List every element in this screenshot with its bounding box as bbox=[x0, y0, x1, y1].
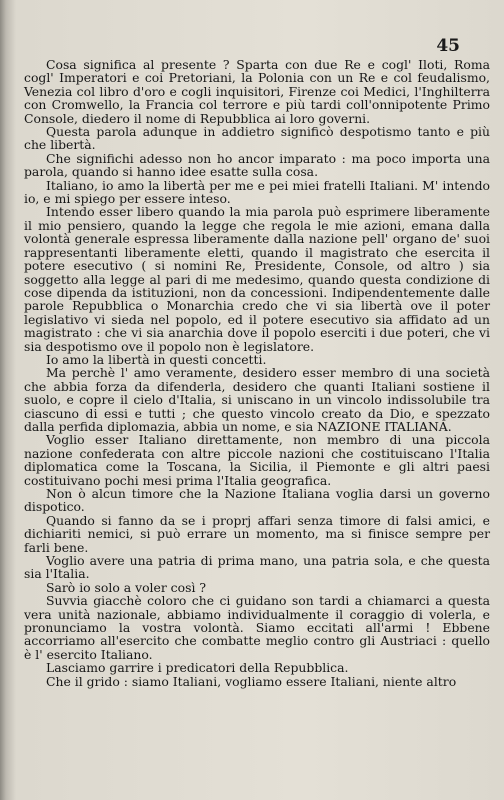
paragraph-10: Quando si fanno da se i proprj affari senza timore di falsi amici, e dichiariti nemici, si può errare un momento, ma si finisce sempre per farli bene. bbox=[24, 512, 490, 555]
paragraph-13: Suvvia giacchè coloro che ci guidano son tardi a chiamarci a questa vera unità nazionale, abbiamo individualmente il coraggio di volerla, e pronunciamo la vostra volontà. Siamo eccitati all'armi ! Ebbene accorriamo all'esercito che combatte meglio contro gli Austriaci : quello è l' esercito Italiano. bbox=[24, 593, 490, 662]
paragraph-7: Ma perchè l' amo veramente, desidero esser membro di una società che abbia forza da difenderla, desidero che quanti Italiani sostiene il suolo, e copre il cielo d'Italia, si uniscano in un vincolo indissolubile tra ciascuno di essi e tutti ; che questo vincolo creato da Dio, e spezzato dalla perfida diplomazia, abbia un nome, e sia NAZIONE ITALIANA. bbox=[24, 365, 490, 434]
paragraph-6: Io amo la libertà in questi concetti. bbox=[46, 351, 267, 367]
paragraph-1: Cosa significa al presente ? Sparta con due Re e cogl' Iloti, Roma cogl' Imperatori e coi Pretoriani, la Polonia con un Re e col feudalismo, Venezia col libro d'oro e cogli inquisitori, Firenze coi Medici, l'Inghilterra con Cromwello, la Francia col terrore e più tardi coll'onnipotente Primo Console, diedero il nome di Repubblica ai loro governi. bbox=[24, 57, 490, 126]
paragraph-8: Voglio esser Italiano direttamente, non membro di una piccola nazione confederata con altre piccole nazioni che costituiscano l'Italia diplomatica come la Toscana, la Sicilia, il Piemonte e gli altri paesi costituivano pochi mesi prima l'Italia geografica. bbox=[24, 432, 490, 488]
body-text bbox=[24, 58, 490, 688]
paragraph-5: Intendo esser libero quando la mia parola può esprimere liberamente il mio pensiero, quando la legge che regola le mie azioni, emana dalla volontà generale espressa liberamente dalla nazione pell' organo de' suoi rappresentanti liberamente eletti, quando il magistrato che esercita il potere esecutivo ( si nomini Re, Presidente, Console, od altro ) sia soggetto alla legge al pari di me medesimo, quando questa condizione di cose dipenda da istituzioni, non da concessioni. Indipendentemente dalle parole Repubblica o Monarchia credo che vi sia libertà ove il poter legislativo vi sieda nel popolo, ed il potere esecutivo sia affidato ad un magistrato : che vi sia anarchia dove il popolo eserciti i due poteri, che vi sia despotismo ove il popolo non è legislatore. bbox=[24, 204, 490, 354]
paragraph-14: Lasciamo garrire i predicatori della Repubblica. bbox=[46, 660, 349, 676]
paragraph-15: Che il grido : siamo Italiani, vogliamo essere Italiani, niente altro bbox=[46, 673, 457, 689]
paragraph-4: Italiano, io amo la libertà per me e pei miei fratelli Italiani. M' intendo io, e mi spiego per essere inteso. bbox=[24, 177, 490, 207]
paragraph-11: Voglio avere una patria di prima mano, una patria sola, e che questa sia l'Italia. bbox=[24, 553, 490, 582]
paragraph-2: Questa parola adunque in addietro significò despotismo tanto e più che libertà. bbox=[24, 124, 490, 153]
paragraph-9: Non ò alcun timore che la Nazione Italiana voglia darsi un governo dispotico. bbox=[24, 486, 490, 515]
page-number: 45 bbox=[436, 36, 460, 56]
paragraph-12: Sarò io solo a voler così ? bbox=[46, 579, 206, 595]
paragraph-3: Che significhi adesso non ho ancor imparato : ma poco importa una parola, quando si hanno idee esatte sulla cosa. bbox=[24, 150, 490, 180]
